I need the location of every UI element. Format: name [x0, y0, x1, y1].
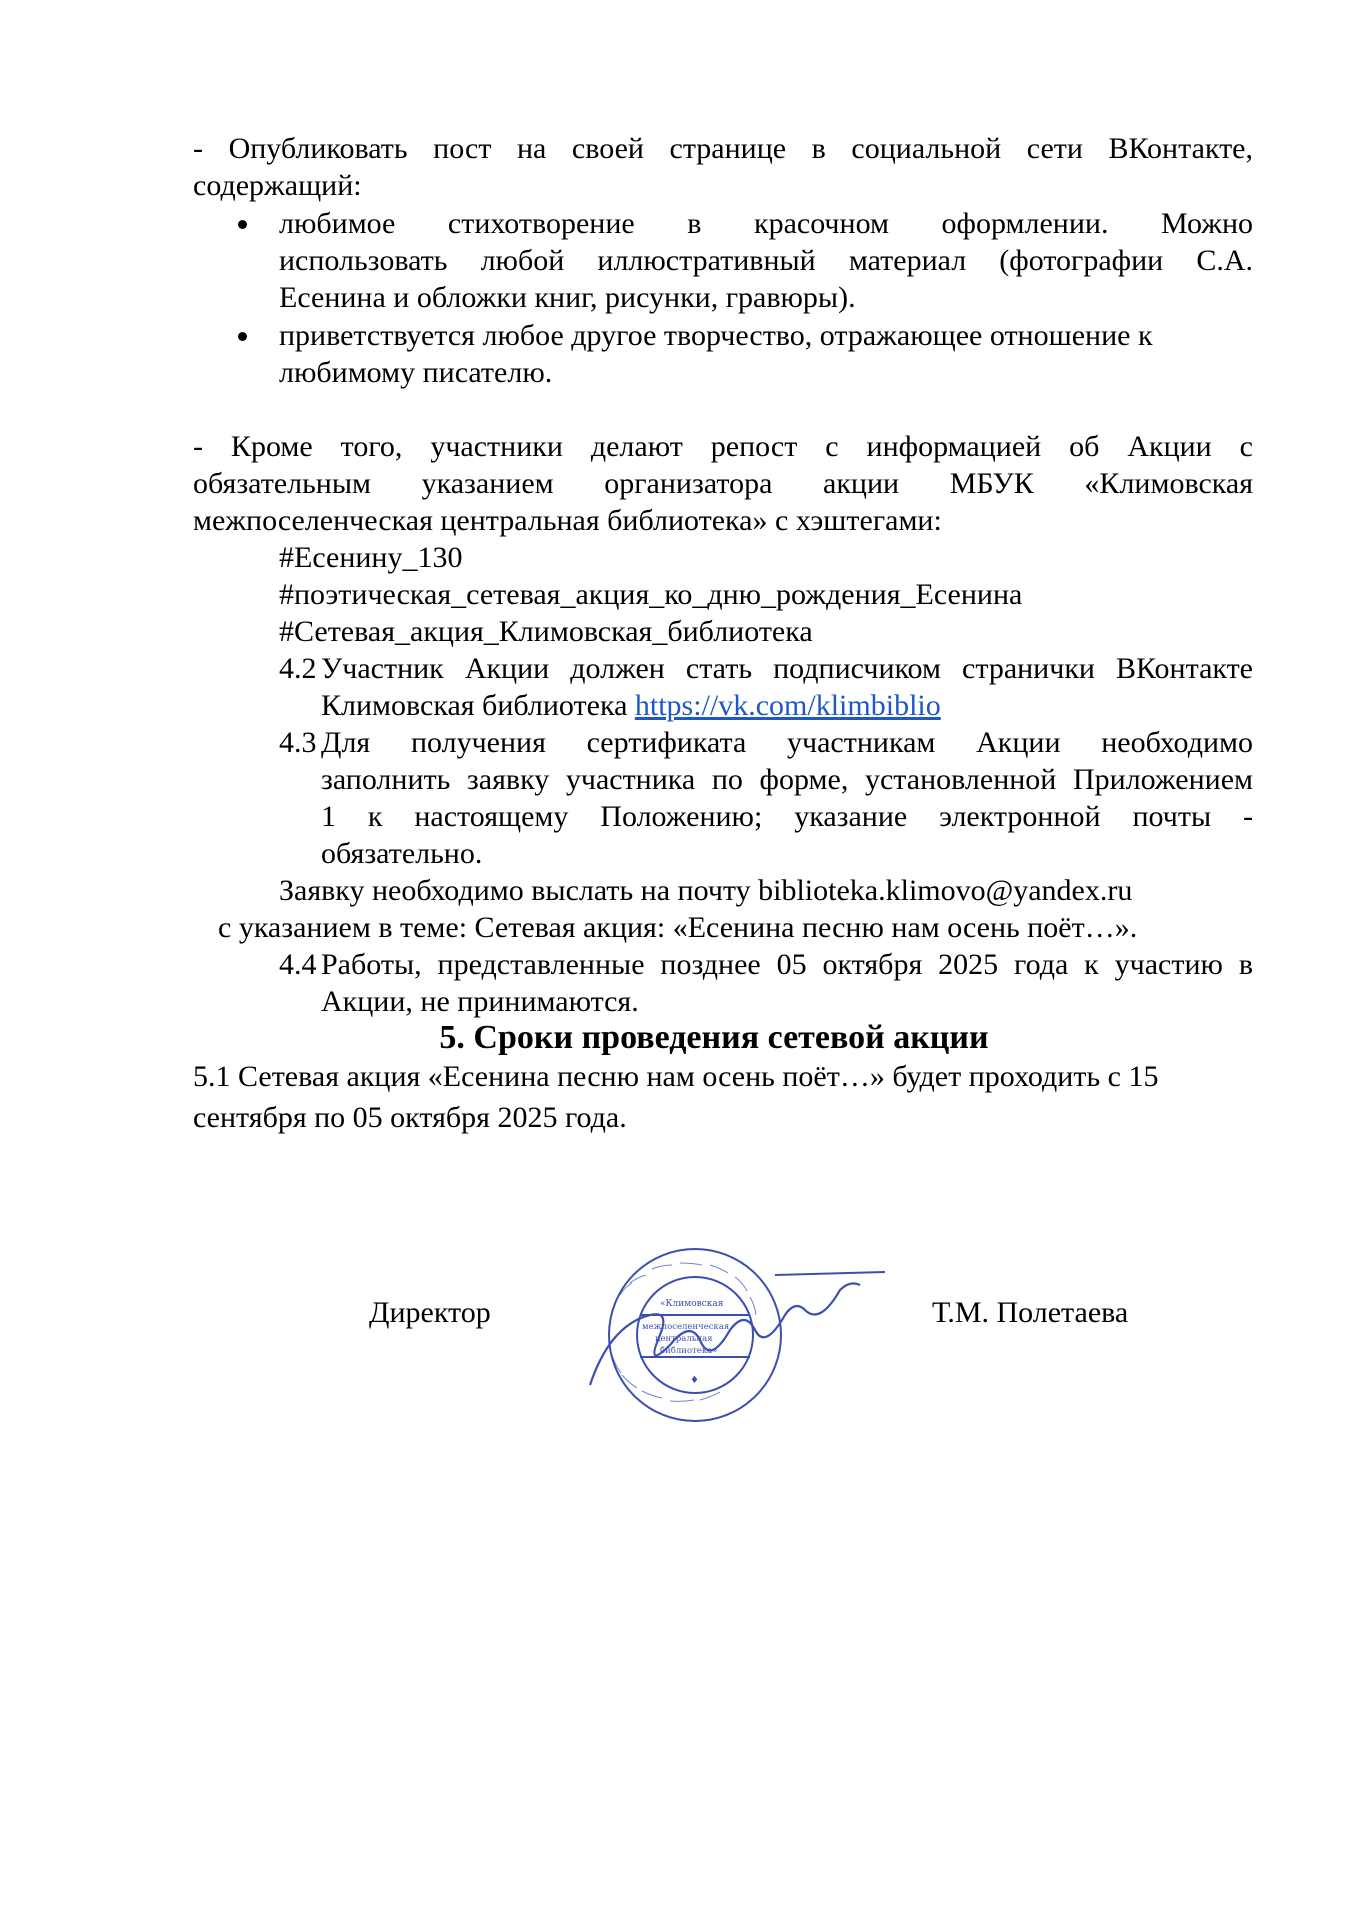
bullet-dot-2	[238, 332, 247, 341]
hashtag-1: #Есенину_130	[279, 541, 463, 574]
item-4-3-line-3: 1 к настоящему Положению; указание электронной почты -	[321, 800, 1253, 833]
intro-line-1: - Опубликовать пост на своей странице в социальной сети ВКонтакте,	[193, 132, 1253, 165]
repost-line-3: межпоселенческая центральная библиотека» с хэштегами:	[193, 504, 942, 537]
svg-text:«Климовская: «Климовская	[660, 1299, 724, 1309]
repost-line-2: обязательным указанием организатора акции МБУК «Климовская	[193, 467, 1253, 500]
svg-text:библиотека»: библиотека»	[660, 1346, 718, 1356]
item-4-2-line-2-text: Климовская библиотека	[321, 689, 635, 722]
handwritten-signature	[590, 1283, 860, 1385]
hashtag-3: #Сетевая_акция_Климовская_библиотека	[279, 615, 813, 648]
item-4-2-line-1: Участник Акции должен стать подписчиком странички ВКонтакте	[321, 652, 1253, 685]
svg-text:♦: ♦	[690, 1375, 699, 1386]
bullet-dot-1	[238, 220, 247, 229]
item-number-4-3: 4.3	[279, 726, 317, 759]
svg-text:центральная: центральная	[655, 1334, 713, 1344]
bullet-2-line-1: приветствуется любое другое творчество, отражающее отношение к	[279, 319, 1153, 352]
section-5-heading: 5. Сроки проведения сетевой акции	[439, 1019, 989, 1056]
item-number-4-4: 4.4	[279, 948, 317, 981]
signature-position: Директор	[369, 1296, 491, 1329]
item-4-2-line-2	[321, 687, 1253, 724]
signature-name: Т.М. Полетаева	[932, 1296, 1129, 1329]
intro-line-2: содержащий:	[193, 169, 362, 202]
item-number-4-2: 4.2	[279, 652, 317, 685]
bullet-1-line-2: использовать любой иллюстративный материал (фотографии С.А.	[279, 244, 1253, 277]
bullet-2-line-2: любимому писателю.	[279, 356, 553, 389]
section-5-line-1: 5.1 Сетевая акция «Есенина песню нам осень поёт…» будет проходить с 15	[193, 1060, 1159, 1093]
svg-text:межпоселенческая: межпоселенческая	[642, 1322, 730, 1332]
bullet-1-line-1: любимое стихотворение в красочном оформлении. Можно	[279, 207, 1253, 240]
send-line-1: Заявку необходимо выслать на почту biblioteka.klimovo@yandex.ru	[279, 874, 1133, 907]
repost-line-1: - Кроме того, участники делают репост с информацией об Акции с	[193, 430, 1253, 463]
send-line-2: с указанием в теме: Сетевая акция: «Есенина песню нам осень поёт…».	[218, 911, 1138, 944]
official-stamp	[560, 1235, 900, 1425]
item-4-3-line-4: обязательно.	[321, 837, 483, 870]
hashtag-2: #поэтическая_сетевая_акция_ко_дню_рождения_Есенина	[279, 578, 1023, 611]
item-4-4-line-1: Работы, представленные позднее 05 октября 2025 года к участию в	[321, 948, 1253, 981]
bullet-1-line-3: Есенина и обложки книг, рисунки, гравюры).	[279, 281, 856, 314]
item-4-3-line-2: заполнить заявку участника по форме, установленной Приложением	[321, 763, 1253, 796]
item-4-4-line-2: Акции, не принимаются.	[321, 985, 639, 1018]
section-5-line-2: сентября по 05 октября 2025 года.	[193, 1101, 627, 1134]
item-4-3-line-1: Для получения сертификата участникам Акции необходимо	[321, 726, 1253, 759]
vk-link[interactable]: https://vk.com/klimbiblio	[634, 689, 941, 722]
